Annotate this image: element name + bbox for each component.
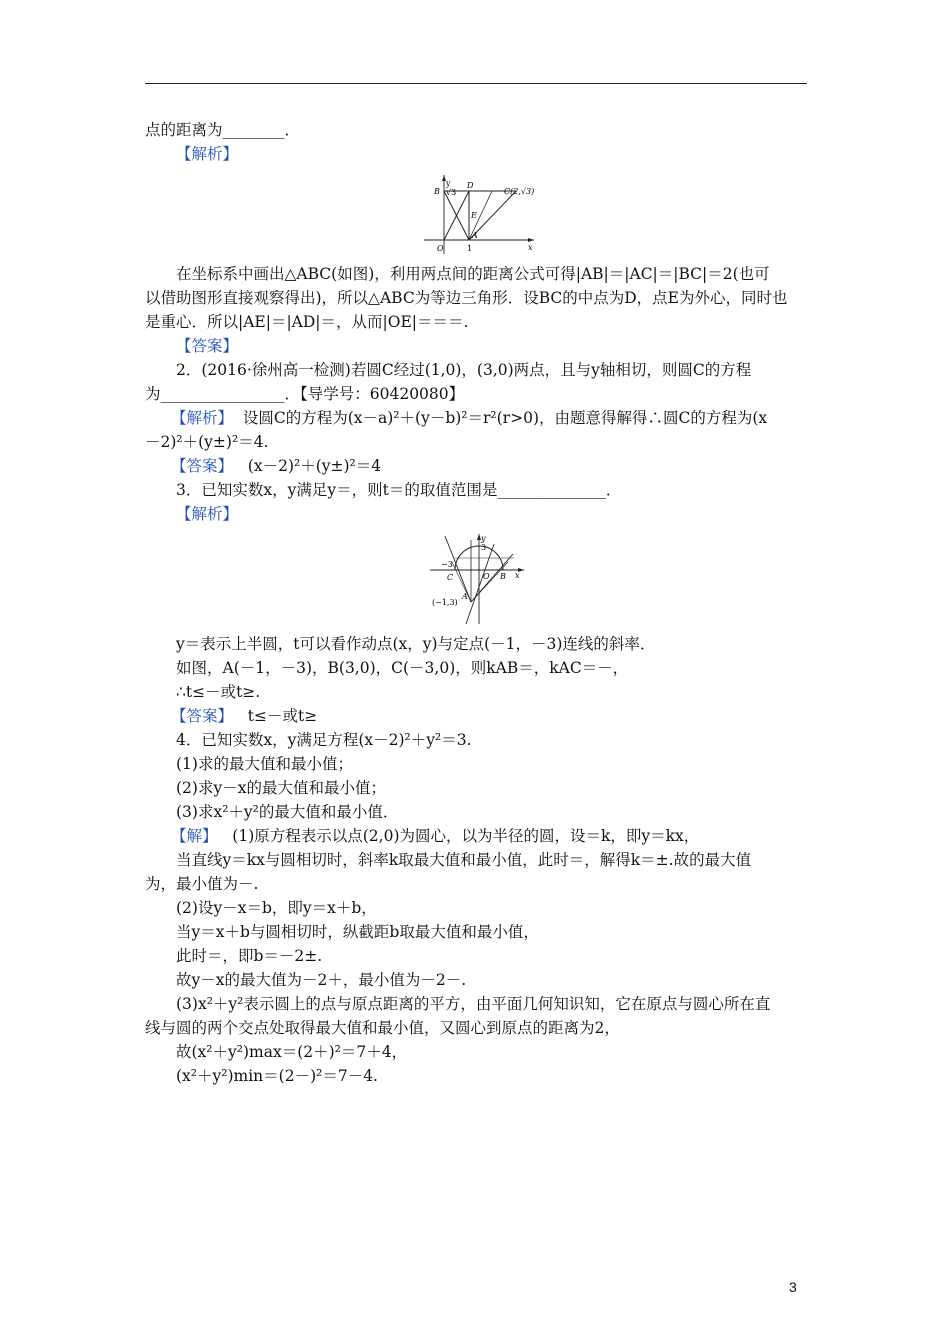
fig2-label-x: x — [515, 571, 520, 580]
page-number: 3 — [789, 1279, 797, 1295]
text-line: 2．(2016·徐州高一检测)若圆C经过(1,0)，(3,0)两点，且与y轴相切，则圆C的方程 — [176, 361, 752, 379]
text-line: 为________________．【导学号：60420080】 — [145, 385, 465, 403]
fig2-label-C: C — [447, 573, 454, 582]
text-line: (3)求x²＋y²的最大值和最小值． — [176, 803, 399, 821]
text-line: 当直线y＝kx与圆相切时，斜率k取最大值和最小值，此时＝，解得k＝±.故的最大值 — [176, 851, 752, 869]
fig1-label-y: y — [446, 179, 451, 188]
fig1-label-C: C(2,√3) — [504, 187, 535, 196]
text-line: (x－2)²＋(y±)²＝4 — [247, 457, 382, 475]
text-line: ∴t≤－或t≥. — [176, 683, 261, 701]
text-line: 故y－x的最大值为－2＋，最小值为－2－. — [176, 971, 467, 989]
fig2-label-A: A — [462, 592, 468, 601]
text-line: 如图，A(－1，－3)，B(3,0)，C(－3,0)，则kAB＝，kAC＝－， — [176, 659, 629, 677]
analysis-tag: 【解析】 — [176, 145, 239, 163]
text-line: (3)x²＋y²表示圆上的点与原点距离的平方，由平面几何知识知，它在原点与圆心所在直 — [176, 995, 771, 1013]
text-line: 是重心．所以|AE|＝|AD|＝，从而|OE|＝＝＝. — [145, 313, 469, 331]
fig2-label-y: y — [481, 534, 486, 543]
text-line: 线与圆的两个交点处取得最大值和最小值，又圆心到原点的距离为2， — [145, 1019, 620, 1037]
text-line: 4．已知实数x，y满足方程(x－2)²＋y²＝3. — [176, 731, 472, 749]
text-line: 3．已知实数x，y满足y＝，则t＝的取值范围是______________． — [176, 481, 622, 499]
text-line: (2)求y－x的最大值和最小值； — [176, 779, 386, 797]
fig2-label-neg3: −3 — [441, 560, 453, 569]
fig1-label-A: A — [472, 231, 478, 240]
fig1-label-O: O — [437, 244, 444, 253]
text-line: y＝表示上半圆，t可以看作动点(x，y)与定点(－1，－3)连线的斜率． — [176, 635, 656, 653]
text-line: 为，最小值为－. — [145, 875, 259, 893]
fig1-label-x: x — [528, 243, 533, 252]
text-line: 在坐标系中画出△ABC(如图)，利用两点间的距离公式可得|AB|＝|AC|＝|BC|＝2(也可 — [176, 265, 770, 283]
figure-semicircle — [149, 532, 807, 626]
solution-tag: 【解】 — [171, 827, 218, 845]
text-line: －2)²＋(y±)²＝4. — [145, 433, 269, 451]
text-line: 以借助图形直接观察得出)，所以△ABC为等边三角形．设BC的中点为D，点E为外心，同时也 — [145, 289, 788, 307]
answer-tag: 【答案】 — [176, 337, 239, 355]
fig1-label-E: E — [471, 211, 477, 220]
analysis-tag: 【解析】 — [171, 409, 234, 427]
fig1-label-sqrt3: √3 — [446, 188, 457, 197]
text-line: 设圆C的方程为(x－a)²＋(y－b)²＝r²(r>0)，由题意得解得∴圆C的方程为(x — [242, 409, 768, 427]
text-line: 点的距离为________． — [145, 121, 301, 139]
text-line: (2)设y－x＝b，即y＝x＋b， — [176, 899, 377, 917]
fig1-label-D: D — [467, 181, 474, 190]
answer-tag: 【答案】 — [171, 707, 234, 725]
analysis-tag: 【解析】 — [176, 505, 239, 523]
header-rule — [145, 83, 807, 84]
text-line: t≤－或t≥ — [247, 707, 318, 725]
text-line: (1)原方程表示以点(2,0)为圆心，以为半径的圆，设＝k，即y＝kx， — [232, 827, 700, 845]
text-line: (x²＋y²)min＝(2－)²＝7－4. — [176, 1067, 378, 1085]
text-line: 当y＝x＋b与圆相切时，纵截距b取最大值和最小值， — [176, 923, 539, 941]
fig2-label-fixed-point: (−1,3) — [432, 598, 458, 607]
text-line: (1)求的最大值和最小值； — [176, 755, 353, 773]
semicircle-diagram — [428, 532, 528, 626]
answer-tag: 【答案】 — [171, 457, 234, 475]
fig2-label-O: O — [483, 572, 490, 581]
fig1-label-B: B — [434, 187, 440, 196]
text-line: 此时＝，即b＝－2±. — [176, 947, 323, 965]
fig2-label-3: 3 — [481, 543, 487, 552]
fig1-label-1: 1 — [467, 244, 473, 253]
figure-triangle — [155, 172, 807, 256]
triangle-diagram — [422, 172, 540, 256]
fig2-label-B: B — [500, 572, 506, 581]
text-line: 故(x²＋y²)max＝(2＋)²＝7＋4， — [176, 1043, 408, 1061]
document-body — [145, 118, 807, 1088]
